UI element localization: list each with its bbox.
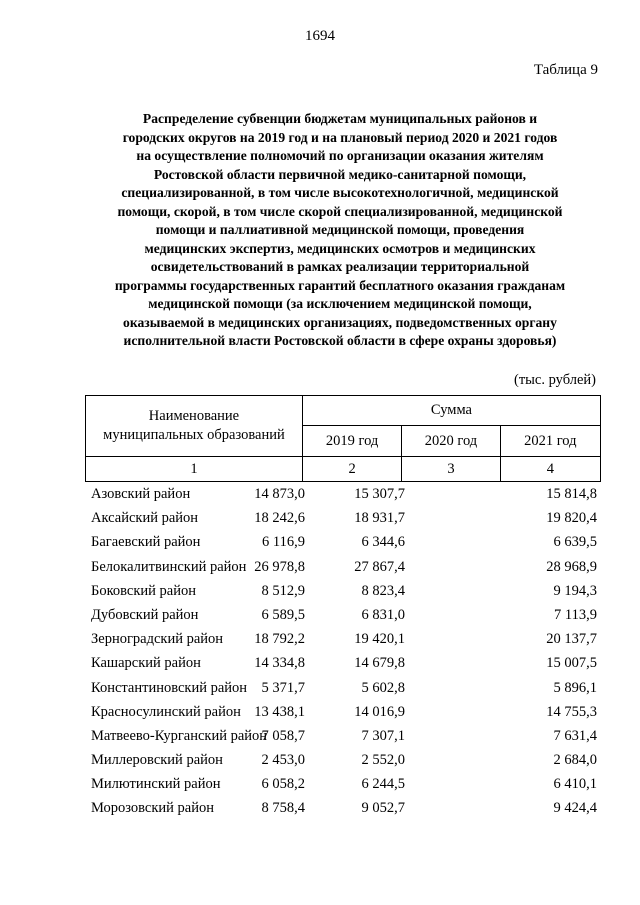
units-label: (тыс. рублей) bbox=[514, 372, 596, 388]
value-2020: 14 016,9 bbox=[354, 703, 405, 720]
title-line: оказываемой в медицинских организациях, подведомственных органу bbox=[123, 314, 557, 330]
value-2020: 14 679,8 bbox=[354, 655, 405, 672]
value-2019: 6 116,9 bbox=[262, 534, 305, 551]
value-2021: 5 896,1 bbox=[553, 679, 597, 696]
column-number-1: 1 bbox=[86, 457, 303, 482]
district-name: Боковский район bbox=[91, 582, 196, 599]
table-row bbox=[85, 534, 601, 558]
column-number-4: 4 bbox=[500, 457, 600, 482]
value-2020: 7 307,1 bbox=[361, 727, 405, 744]
district-name: Милютинский район bbox=[91, 776, 221, 793]
district-name: Константиновский район bbox=[91, 679, 248, 696]
district-name: Азовский район bbox=[91, 486, 191, 502]
header-name-line2: муниципальных образований bbox=[103, 427, 285, 443]
value-2021: 15 007,5 bbox=[546, 655, 597, 672]
title-line: исполнительной власти Ростовской области в сфере охраны здоровья) bbox=[123, 333, 557, 348]
table-row bbox=[85, 704, 601, 728]
header-sum-cell: Сумма bbox=[302, 396, 600, 426]
value-2021: 14 755,3 bbox=[546, 703, 597, 720]
value-2021: 7 113,9 bbox=[554, 606, 597, 623]
value-2019: 2 453,0 bbox=[261, 752, 305, 769]
title-line: помощи, скорой, в том числе скорой специализированной, медицинской bbox=[117, 203, 563, 219]
value-2021: 2 684,0 bbox=[553, 752, 597, 769]
value-2019: 5 371,7 bbox=[261, 679, 305, 696]
header-year-2021: 2021 год bbox=[500, 426, 600, 457]
value-2020: 8 823,4 bbox=[361, 582, 405, 599]
value-2019: 13 438,1 bbox=[254, 703, 305, 720]
title-line: городских округов на 2019 год и на плановый период 2020 и 2021 годов bbox=[122, 129, 558, 145]
header-name-line1: Наименование bbox=[148, 408, 240, 424]
value-2019: 14 873,0 bbox=[254, 486, 305, 502]
table-body bbox=[85, 486, 601, 825]
value-2021: 9 194,3 bbox=[553, 582, 597, 599]
table-row bbox=[85, 776, 601, 800]
title-line: освидетельствований в рамках реализации территориальной bbox=[150, 259, 530, 274]
value-2020: 15 307,7 bbox=[354, 486, 405, 502]
value-2019: 26 978,8 bbox=[254, 558, 305, 575]
value-2019: 6 589,5 bbox=[261, 606, 305, 623]
table-header bbox=[85, 395, 601, 482]
table-row bbox=[85, 486, 601, 510]
value-2021: 28 968,9 bbox=[546, 558, 597, 575]
value-2019: 6 058,2 bbox=[261, 776, 305, 793]
value-2021: 15 814,8 bbox=[546, 486, 597, 502]
value-2020: 19 420,1 bbox=[354, 631, 405, 648]
value-2020: 9 052,7 bbox=[361, 800, 405, 817]
table-row bbox=[85, 559, 601, 583]
value-2021: 20 137,7 bbox=[546, 631, 597, 648]
title-line: на осуществление полномочий по организации оказания жителям bbox=[136, 148, 544, 163]
value-2021: 6 410,1 bbox=[553, 776, 597, 793]
table-row bbox=[85, 510, 601, 534]
value-2020: 2 552,0 bbox=[361, 752, 405, 769]
value-2021: 6 639,5 bbox=[553, 534, 597, 551]
table-row bbox=[85, 583, 601, 607]
district-name: Кашарский район bbox=[91, 655, 201, 672]
value-2021: 9 424,4 bbox=[553, 800, 597, 817]
table-row bbox=[85, 680, 601, 704]
value-2021: 7 631,4 bbox=[553, 727, 597, 744]
title-line: Ростовской области первичной медико-санитарной помощи, bbox=[153, 166, 527, 182]
district-name: Дубовский район bbox=[91, 606, 199, 623]
value-2019: 14 334,8 bbox=[254, 655, 305, 672]
value-2020: 6 244,5 bbox=[361, 776, 405, 793]
header-year-2020: 2020 год bbox=[402, 426, 500, 457]
table-row bbox=[85, 631, 601, 655]
table-row bbox=[85, 607, 601, 631]
header-year-2019: 2019 год bbox=[302, 426, 401, 457]
value-2019: 18 242,6 bbox=[254, 510, 305, 527]
value-2020: 6 831,0 bbox=[361, 606, 405, 623]
district-name: Матвеево-Курганский район bbox=[91, 727, 268, 744]
district-name: Белокалитвинский район bbox=[91, 558, 247, 575]
table-row bbox=[85, 752, 601, 776]
title-line: помощи и паллиативной медицинской помощи, проведения bbox=[155, 222, 525, 237]
table-label: Таблица 9 bbox=[533, 62, 598, 78]
district-name: Миллеровский район bbox=[91, 752, 223, 769]
district-name: Морозовский район bbox=[91, 800, 215, 817]
title-line: специализированной, в том числе высокотехнологичной, медицинской bbox=[121, 185, 559, 200]
value-2019: 7 058,7 bbox=[261, 727, 305, 744]
title-line: медицинской помощи (за исключением медицинской помощи, bbox=[148, 296, 532, 311]
table-row bbox=[85, 800, 601, 824]
title-line: программы государственных гарантий бесплатного оказания гражданам bbox=[114, 277, 566, 293]
column-number-2: 2 bbox=[302, 457, 401, 482]
header-name-cell bbox=[86, 396, 303, 457]
document-title bbox=[86, 110, 594, 351]
title-line: Распределение субвенции бюджетам муниципальных районов и bbox=[142, 111, 538, 126]
title-line: медицинских экспертиз, медицинских осмотров и медицинских bbox=[144, 240, 536, 256]
value-2020: 18 931,7 bbox=[354, 510, 405, 527]
value-2019: 8 758,4 bbox=[261, 800, 305, 817]
value-2020: 6 344,6 bbox=[361, 534, 405, 551]
column-number-3: 3 bbox=[402, 457, 500, 482]
table-row bbox=[85, 655, 601, 679]
district-name: Красносулинский район bbox=[91, 703, 241, 720]
value-2019: 18 792,2 bbox=[254, 631, 305, 648]
table-row bbox=[85, 728, 601, 752]
district-name: Багаевский район bbox=[91, 534, 201, 551]
district-name: Зерноградский район bbox=[91, 631, 224, 648]
value-2021: 19 820,4 bbox=[546, 510, 597, 527]
value-2020: 5 602,8 bbox=[361, 679, 405, 696]
value-2020: 27 867,4 bbox=[354, 558, 405, 575]
page-number: 1694 bbox=[305, 28, 335, 44]
district-name: Аксайский район bbox=[91, 510, 199, 527]
value-2019: 8 512,9 bbox=[261, 582, 305, 599]
